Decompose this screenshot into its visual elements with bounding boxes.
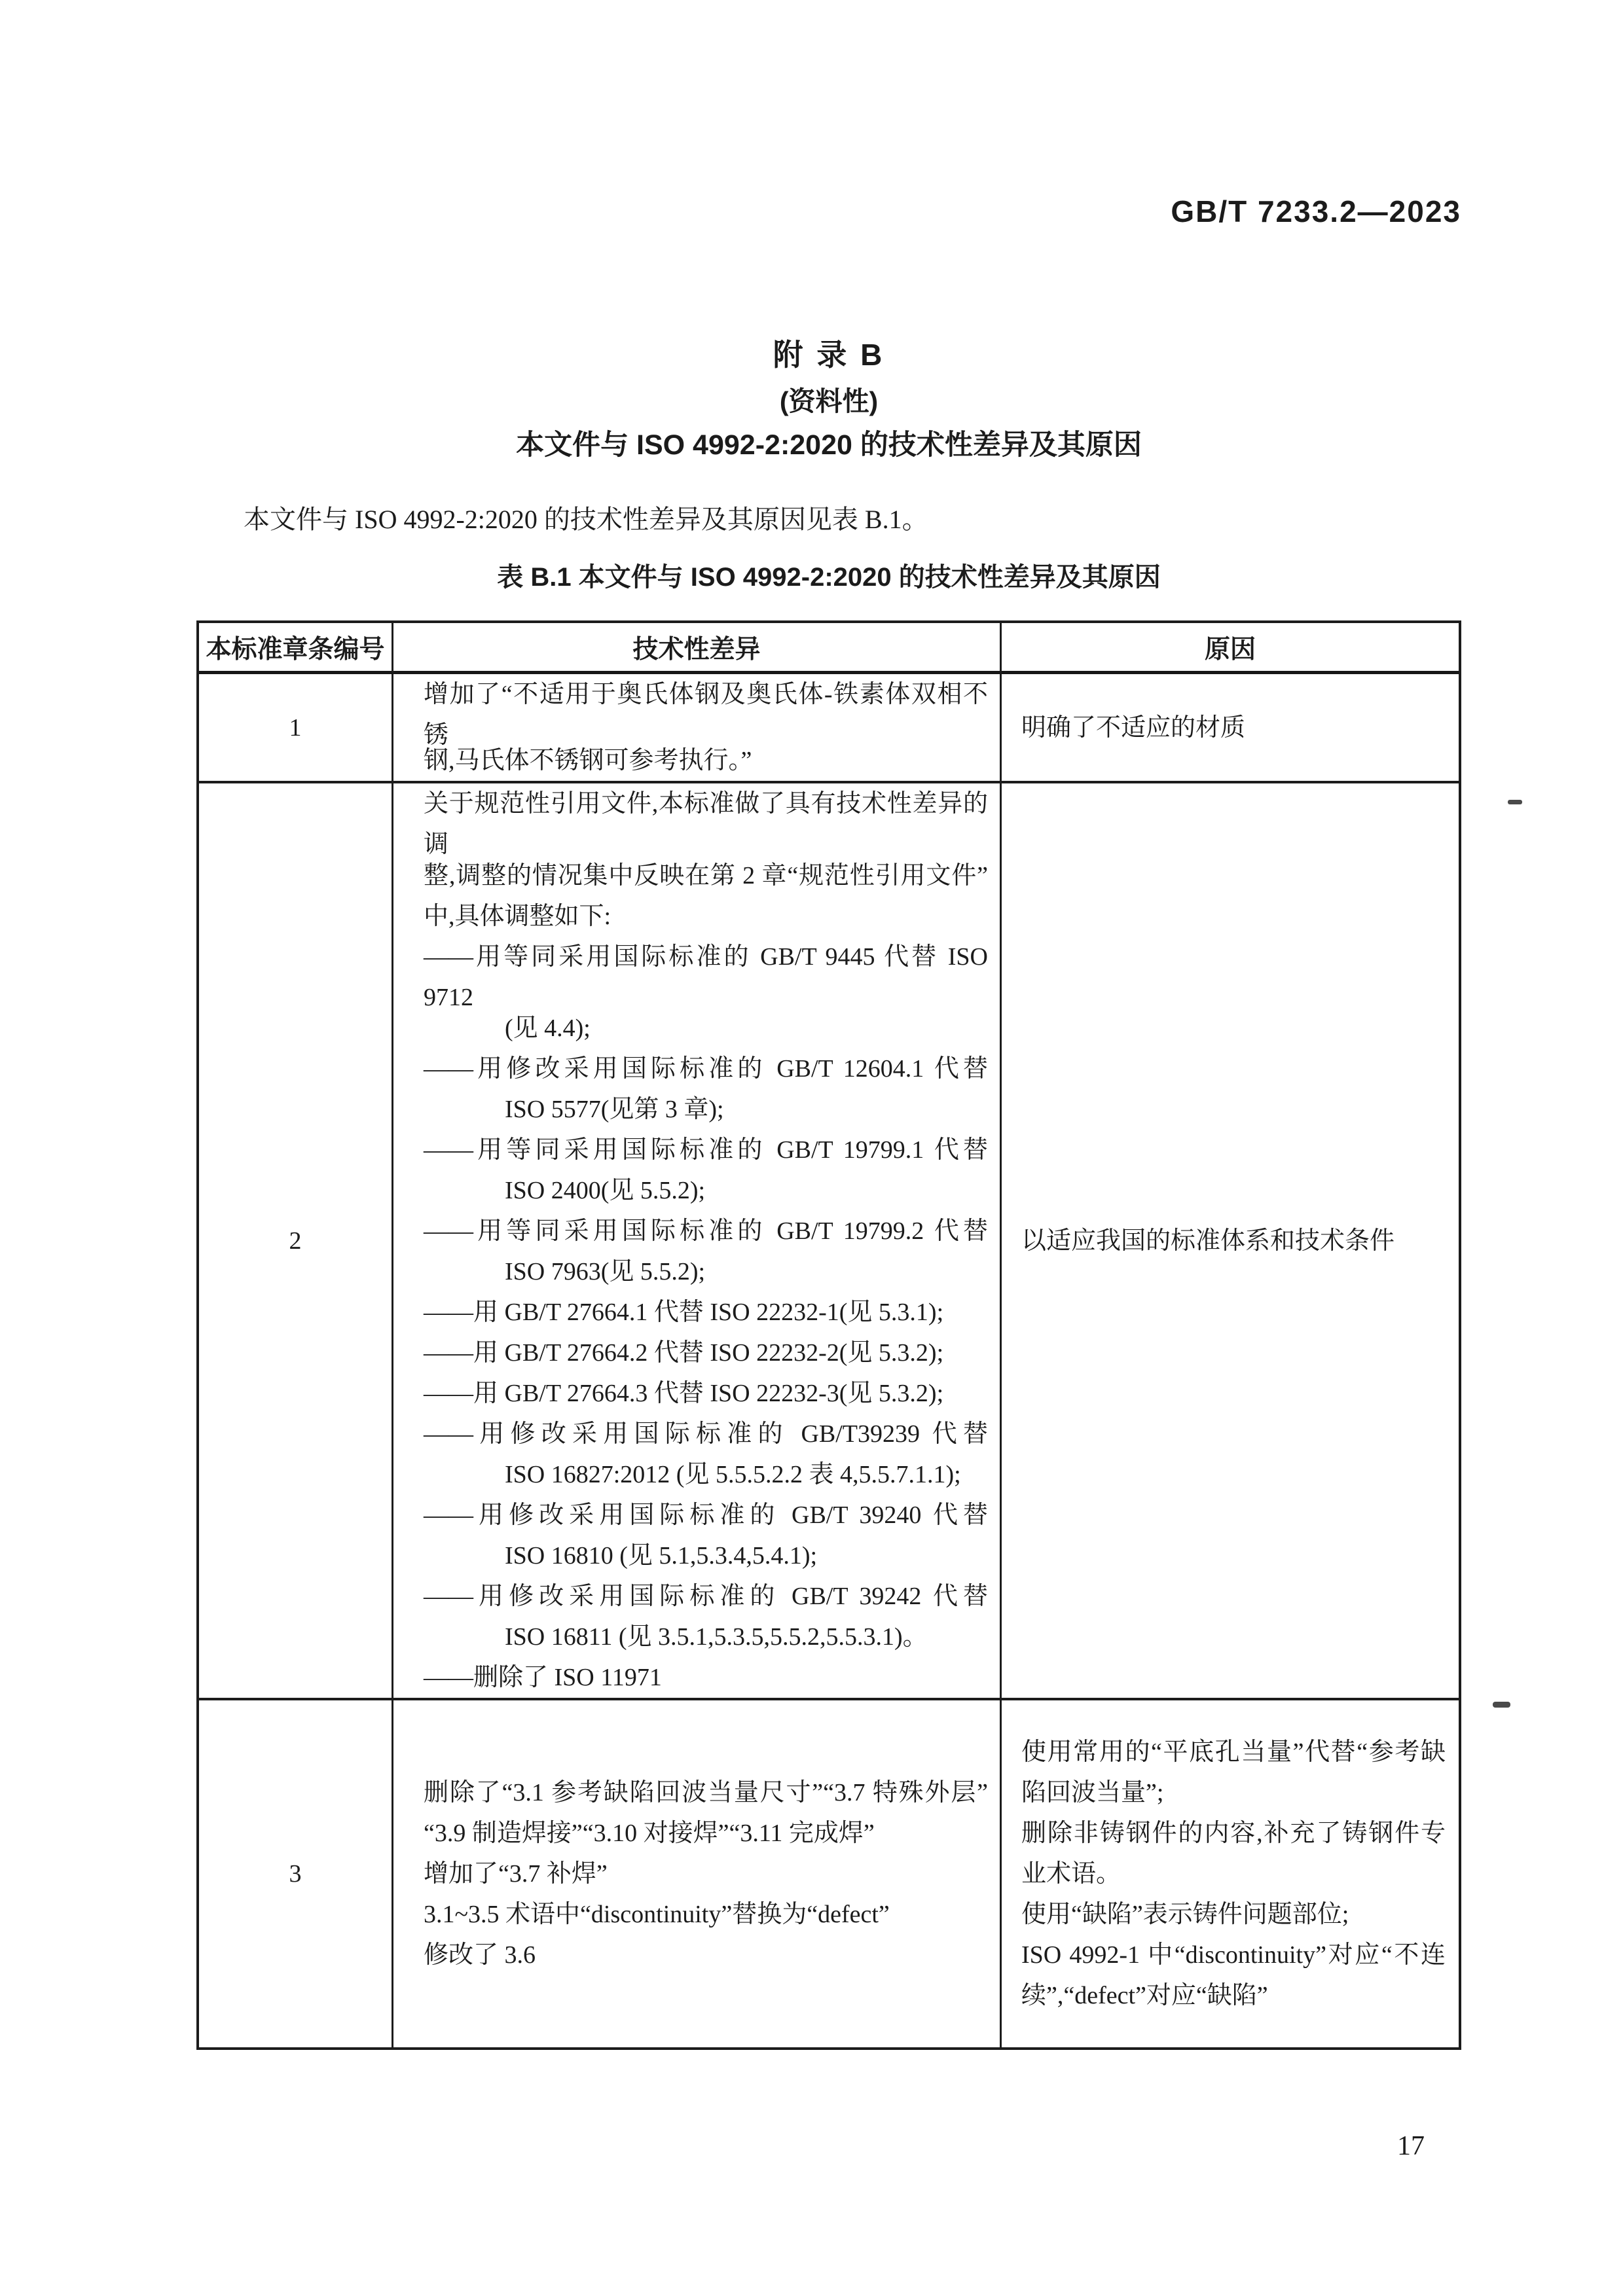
text-line: ISO 16810 (见 5.1,5.3.4,5.4.1);	[505, 1542, 818, 1570]
column-header-clause: 本标准章条编号	[199, 623, 393, 674]
appendix-title: 本文件与 ISO 4992-2:2020 的技术性差异及其原因	[516, 429, 1142, 461]
table-row-reason	[1002, 1700, 1459, 2047]
table-row-difference	[393, 674, 1002, 783]
text-line: 钢,马氏体不锈钢可参考执行。”	[424, 747, 752, 774]
column-header-reason: 原因	[1002, 623, 1459, 674]
text-line: 3.1~3.5 术语中“discontinuity”替换为“defect”	[424, 1901, 890, 1928]
intro-paragraph: 本文件与 ISO 4992-2:2020 的技术性差异及其原因见表 B.1。	[244, 505, 928, 534]
appendix-label: 附 录 B	[773, 338, 885, 372]
text-line: 增加了“不适用于奥氏体钢及奥氏体-铁素体双相不锈	[424, 681, 988, 749]
page-number: 17	[1397, 2131, 1425, 2161]
text-line: ——用修改采用国际标准的 GB/T 12604.1 代替	[424, 1055, 988, 1083]
appendix-informative-note: (资料性)	[779, 386, 879, 416]
text-line: 关于规范性引用文件,本标准做了具有技术性差异的调	[424, 790, 988, 858]
text-line: ——用等同采用国际标准的 GB/T 19799.1 代替	[424, 1136, 988, 1164]
table-row-clause-number: 3	[199, 1700, 393, 2047]
text-line: 以适应我国的标准体系和技术条件	[1021, 1227, 1395, 1255]
table-row-difference	[393, 1700, 1002, 2047]
text-line: ——用等同采用国际标准的 GB/T 19799.2 代替	[424, 1217, 988, 1245]
document-code: GB/T 7233.2—2023	[1171, 194, 1461, 228]
table-row-reason	[1002, 783, 1459, 1700]
text-line: 中,具体调整如下:	[424, 902, 611, 930]
text-line: ——用修改采用国际标准的 GB/T39239 代替	[424, 1420, 988, 1448]
table-caption: 表 B.1 本文件与 ISO 4992-2:2020 的技术性差异及其原因	[497, 563, 1161, 592]
text-line: ISO 5577(见第 3 章);	[505, 1096, 724, 1123]
text-line: ——用等同采用国际标准的 GB/T 9445 代替 ISO 9712	[424, 942, 988, 1011]
text-line: ——删除了 ISO 11971	[424, 1664, 662, 1691]
text-line: ——用 GB/T 27664.2 代替 ISO 22232-2(见 5.3.2);	[424, 1339, 944, 1367]
table-row-clause-number: 2	[199, 783, 393, 1700]
text-line: 明确了不适应的材质	[1021, 713, 1246, 742]
text-line: ISO 16811 (见 3.5.1,5.3.5,5.5.2,5.5.3.1)。	[505, 1623, 928, 1651]
text-line: ISO 2400(见 5.5.2);	[505, 1177, 706, 1204]
text-line: ISO 16827:2012 (见 5.5.5.2.2 表 4,5.5.7.1.1);	[505, 1461, 961, 1488]
scan-artifact-dash	[1493, 1702, 1510, 1708]
text-line: ——用 GB/T 27664.1 代替 ISO 22232-1(见 5.3.1);	[424, 1299, 944, 1326]
text-line: 使用常用的“平底孔当量”代替“参考缺	[1021, 1738, 1446, 1766]
text-line: ISO 4992-1 中“discontinuity”对应“不连	[1021, 1941, 1446, 1969]
text-line: ——用 GB/T 27664.3 代替 ISO 22232-3(见 5.3.2);	[424, 1380, 944, 1407]
text-line: 增加了“3.7 补焊”	[424, 1860, 608, 1888]
text-line: 使用“缺陷”表示铸件问题部位;	[1021, 1901, 1349, 1928]
text-line: ——用修改采用国际标准的 GB/T 39242 代替	[424, 1583, 988, 1610]
differences-table	[196, 620, 1461, 2050]
text-line: ——用修改采用国际标准的 GB/T 39240 代替	[424, 1501, 988, 1529]
text-line: “3.9 制造焊接”“3.10 对接焊”“3.11 完成焊”	[424, 1820, 875, 1847]
table-row-difference	[393, 783, 1002, 1700]
table-row-clause-number: 1	[199, 674, 393, 783]
text-line: 删除非铸钢件的内容,补充了铸钢件专	[1021, 1820, 1446, 1847]
text-line: 修改了 3.6	[424, 1941, 536, 1969]
text-line: 整,调整的情况集中反映在第 2 章“规范性引用文件”	[424, 861, 988, 889]
text-line: 删除了“3.1 参考缺陷回波当量尺寸”“3.7 特殊外层”	[424, 1779, 988, 1806]
text-line: 续”,“defect”对应“缺陷”	[1021, 1982, 1268, 2009]
text-line: (见 4.4);	[505, 1014, 591, 1042]
table-row-reason	[1002, 674, 1459, 783]
text-line: ISO 7963(见 5.5.2);	[505, 1258, 706, 1285]
scan-artifact-dash	[1508, 800, 1522, 804]
column-header-difference: 技术性差异	[393, 623, 1002, 674]
text-line: 业术语。	[1021, 1860, 1122, 1888]
text-line: 陷回波当量”;	[1021, 1779, 1164, 1806]
